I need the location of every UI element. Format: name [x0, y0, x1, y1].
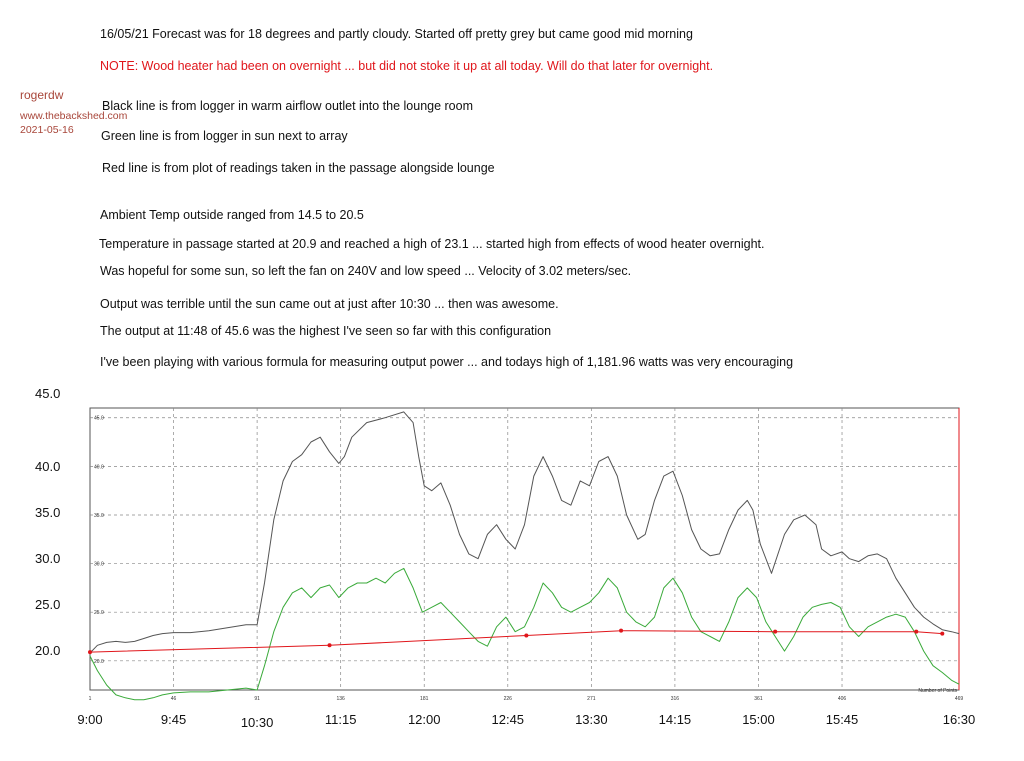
note-wood-heater: NOTE: Wood heater had been on overnight ... but did not stoke it up at all today. Will do that later for overnight.: [100, 59, 714, 73]
x-tick-label-time: 15:45: [825, 712, 859, 727]
note-fan-velocity: Was hopeful for some sun, so left the fan on 240V and low speed ... Velocity of 3.02 meters/sec.: [100, 264, 632, 278]
red-series-point: [914, 630, 918, 634]
red-series-point: [88, 650, 92, 654]
x-tick-label-small: 271: [587, 696, 596, 702]
y-tick-label: 45.0: [35, 386, 61, 401]
x-tick-label-time: 9:00: [77, 712, 103, 727]
y-tick-label: 40.0: [35, 459, 61, 474]
x-tick-label-small: 1: [88, 696, 92, 702]
x-tick-label-time: 12:45: [491, 712, 525, 727]
x-tick-label-time: 13:30: [575, 712, 608, 727]
y-tick-label-small: 35.0: [94, 512, 104, 519]
note-passage-temp: Temperature in passage started at 20.9 and reached a high of 23.1 ... started high from effects of wood heater overnight.: [99, 237, 765, 251]
note-output-sun: Output was terrible until the sun came out at just after 10:30 ... then was awesome.: [100, 297, 559, 311]
red-series-point: [619, 629, 623, 633]
y-tick-label: 20.0: [35, 643, 61, 658]
x-tick-label-small: 469: [954, 696, 964, 702]
sidebar-date: 2021-05-16: [20, 124, 74, 136]
x-tick-label-time: 9:45: [160, 712, 187, 727]
x-axis-title-small: Number of Points: [918, 688, 957, 694]
series-line-0: [90, 412, 959, 653]
x-tick-label-time: 12:00: [407, 712, 441, 727]
note-forecast: 16/05/21 Forecast was for 18 degrees and partly cloudy. Started off pretty grey but came good mid morning: [100, 27, 693, 41]
note-output-highest: The output at 11:48 of 45.6 was the highest I've seen so far with this configuration: [100, 324, 552, 338]
x-tick-label-small: 406: [837, 696, 847, 702]
x-tick-label-time: 14:15: [658, 712, 692, 727]
x-tick-label-small: 136: [336, 696, 345, 702]
x-tick-label-small: 46: [170, 696, 177, 702]
x-tick-label-small: 226: [503, 696, 512, 702]
note-output-power: I've been playing with various formula for measuring output power ... and todays high of 1,181.96 watts was very encouraging: [100, 355, 794, 369]
red-series-point: [940, 632, 944, 636]
y-tick-label: 25.0: [35, 597, 61, 612]
note-ambient-temp: Ambient Temp outside ranged from 14.5 to 20.5: [100, 208, 364, 222]
note-red-line: Red line is from plot of readings taken in the passage alongside lounge: [102, 161, 495, 175]
red-series-point: [524, 634, 528, 638]
x-tick-label-small: 316: [670, 696, 680, 702]
plot-frame: [90, 408, 959, 690]
y-tick-label-small: 30.0: [94, 561, 104, 568]
y-tick-label: 35.0: [35, 505, 61, 520]
x-tick-label-small: 361: [754, 696, 763, 702]
y-tick-label-small: 45.0: [94, 415, 104, 422]
y-tick-label-small: 25.0: [94, 610, 104, 617]
y-tick-label-small: 20.0: [94, 658, 104, 665]
note-black-line: Black line is from logger in warm airflow outlet into the lounge room: [102, 99, 474, 113]
y-tick-label-small: 40.0: [94, 464, 104, 471]
sidebar-username: rogerdw: [20, 88, 64, 102]
note-green-line: Green line is from logger in sun next to array: [101, 129, 348, 143]
series-line-1: [90, 568, 959, 699]
x-tick-label-small: 91: [254, 696, 260, 702]
y-tick-label: 30.0: [35, 551, 61, 566]
x-tick-label-time: 10:30: [240, 715, 274, 730]
series-line-2: [90, 631, 942, 652]
x-tick-label-time: 15:00: [742, 712, 775, 727]
x-tick-label-time: 11:15: [324, 712, 357, 727]
red-series-point: [773, 630, 777, 634]
x-tick-label-small: 181: [420, 696, 429, 702]
sidebar-website: www.thebackshed.com: [20, 110, 128, 122]
red-series-point: [328, 643, 332, 647]
x-tick-label-time: 16:30: [942, 712, 976, 727]
